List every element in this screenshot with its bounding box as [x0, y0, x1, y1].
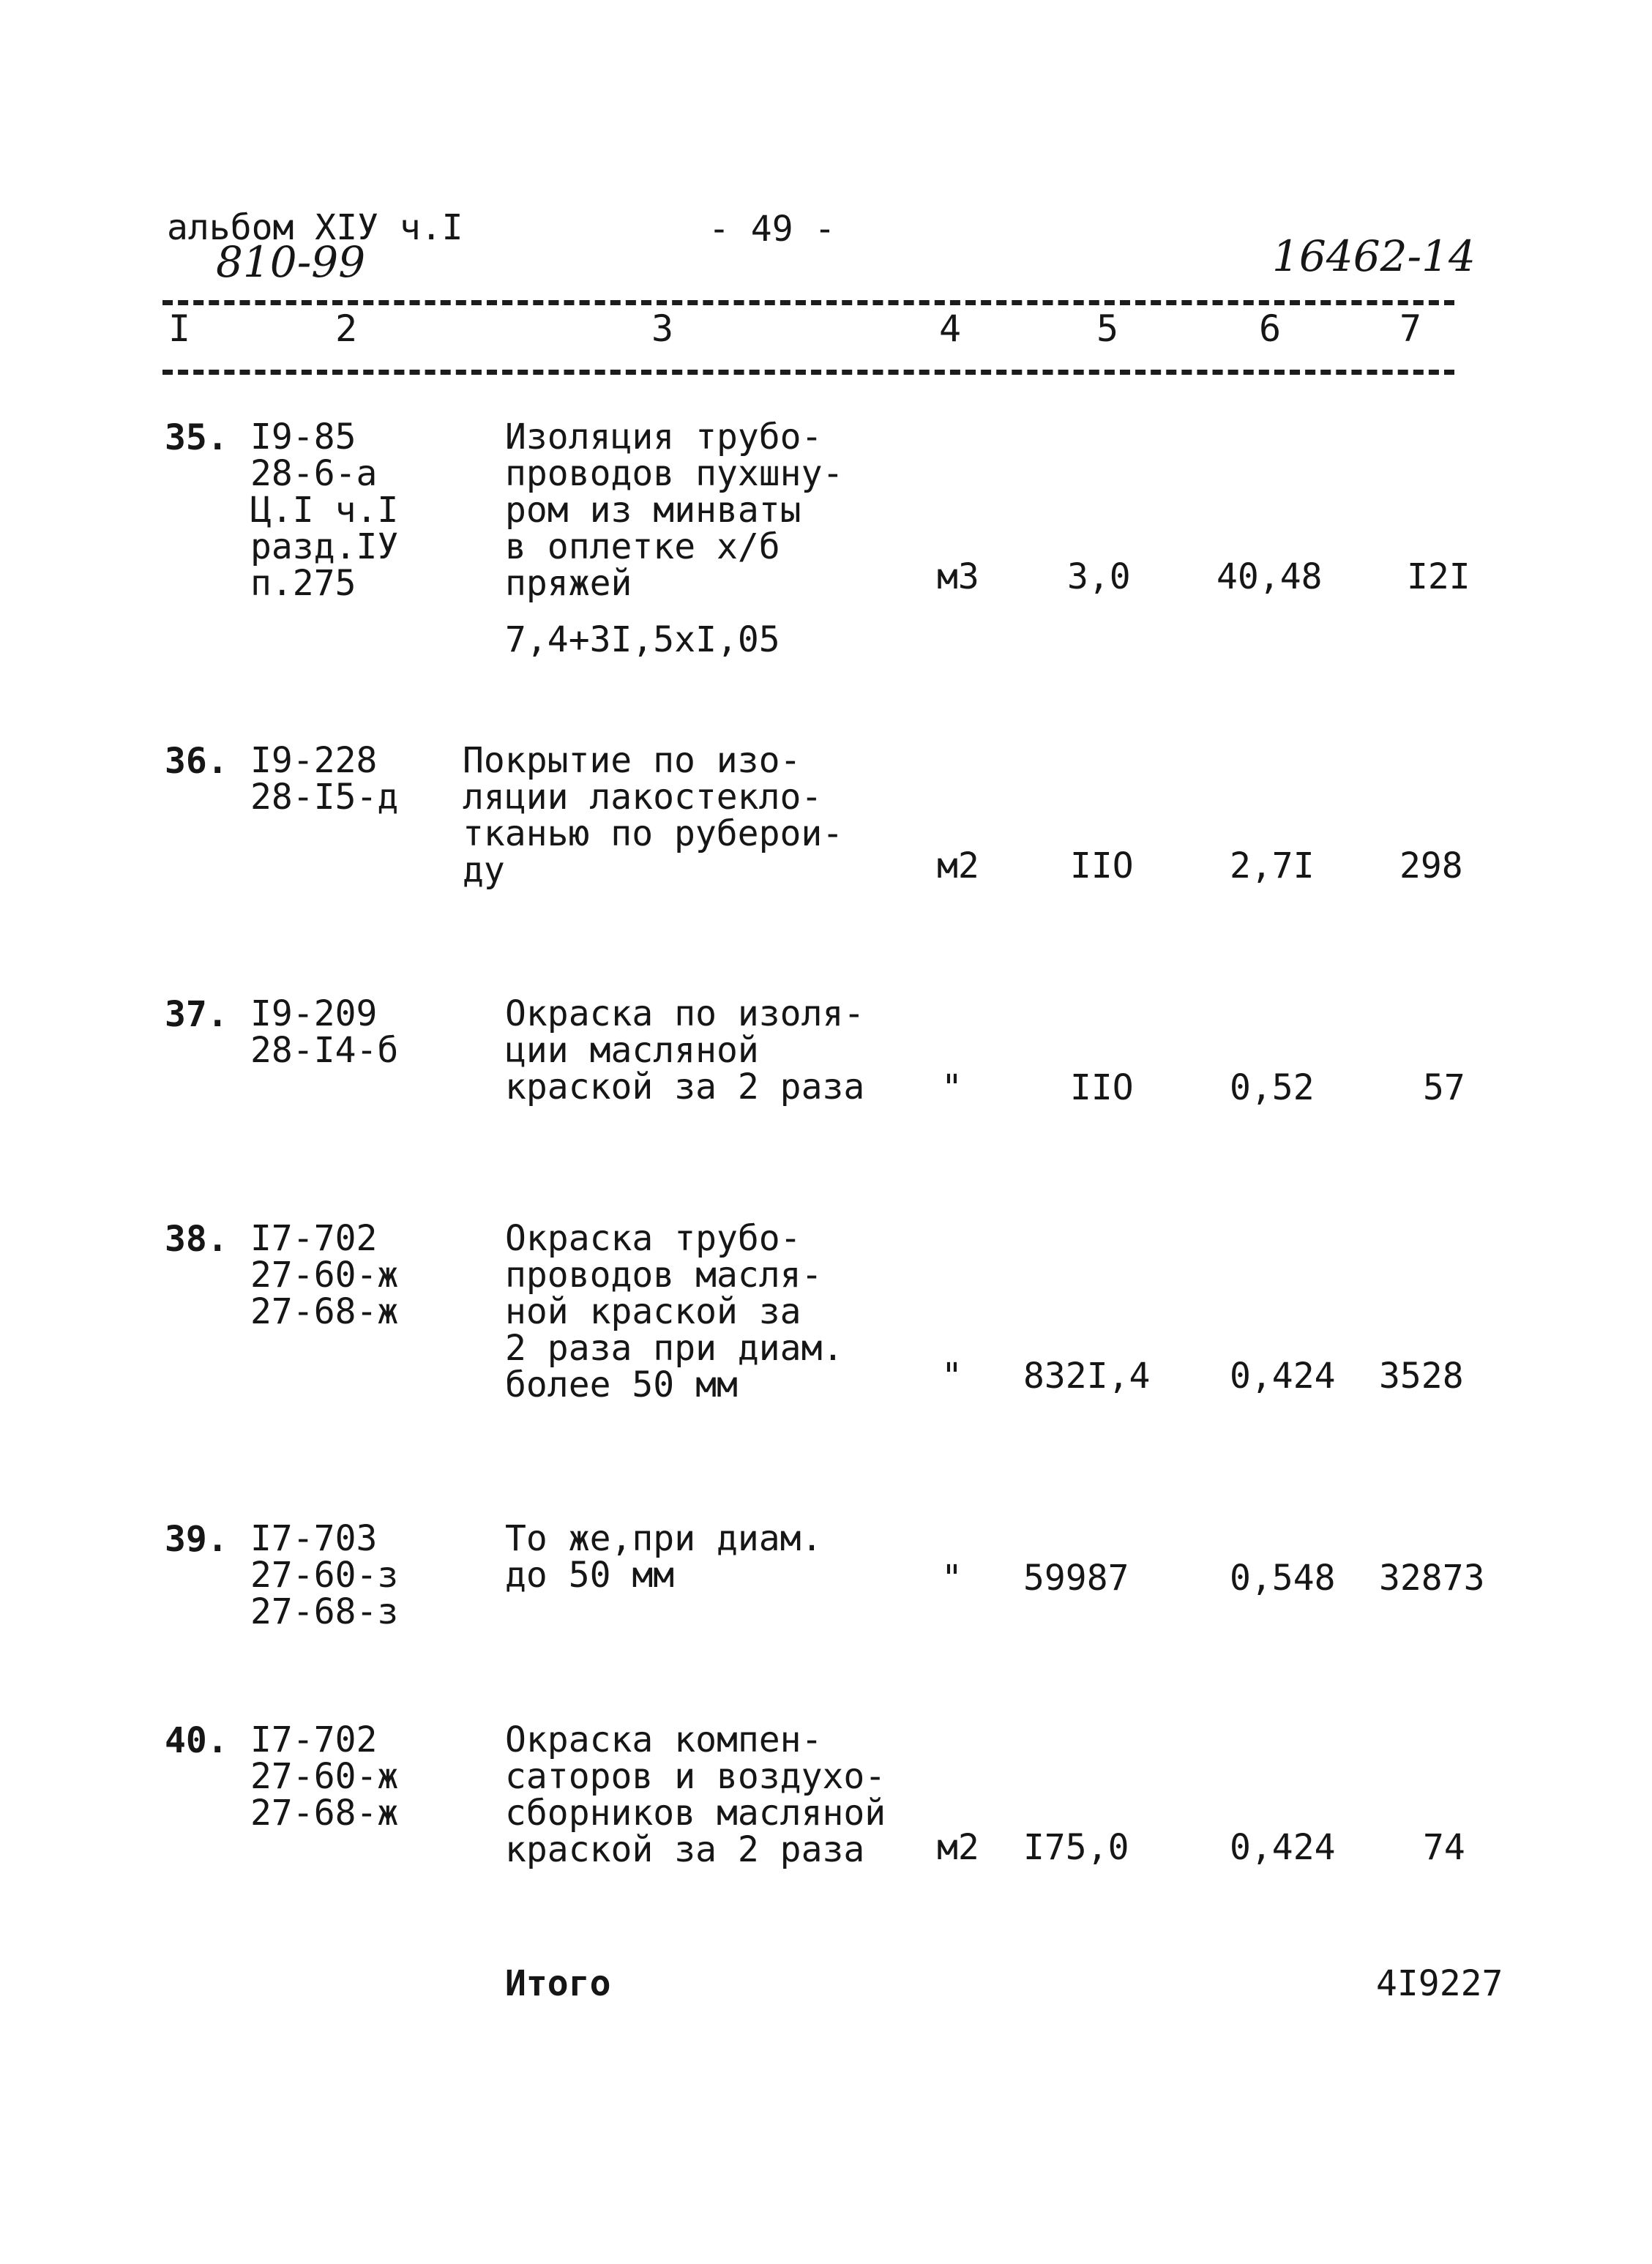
total-label: Итого: [505, 1963, 611, 2004]
work-description: Окраска по изоля- ции масляной краской за 2 раза: [505, 993, 865, 1107]
norm-code: I7-702 27-60-ж 27-68-ж: [250, 1719, 399, 1834]
unit: ": [941, 1356, 963, 1397]
unit: м2: [937, 1827, 979, 1868]
work-description: Окраска компен- саторов и воздухо- сборников масляной краской за 2 раза: [505, 1719, 886, 1870]
unit: ": [941, 1067, 963, 1108]
unit-price: 0,52: [1230, 1067, 1315, 1108]
row-number: 36.: [165, 741, 228, 782]
norm-code: I9-209 28-I4-б: [250, 993, 399, 1071]
unit-price: 0,424: [1230, 1827, 1336, 1868]
row-total: 3528: [1379, 1356, 1464, 1397]
unit-price: 0,424: [1230, 1356, 1336, 1397]
work-description: Изоляция трубо- проводов пухшну- ром из минваты в оплетке х/б пряжей: [505, 416, 844, 604]
column-header-7: 7: [1399, 307, 1422, 350]
column-header-5: 5: [1096, 307, 1119, 350]
unit: м2: [937, 845, 979, 886]
unit-price: 40,48: [1216, 556, 1323, 597]
quantity: 59987: [1023, 1558, 1129, 1599]
grand-total: 4I9227: [1376, 1963, 1503, 2004]
row-total: 32873: [1379, 1558, 1485, 1599]
handwritten-note-right: 16462-14: [1272, 231, 1476, 281]
unit: м3: [937, 556, 979, 597]
quantity: IIO: [1070, 845, 1134, 886]
header-bottom-rule: [162, 370, 1454, 375]
row-total: 298: [1399, 845, 1463, 886]
album-title: альбом XIУ ч.I: [167, 207, 463, 248]
page-number: - 49 -: [709, 209, 836, 250]
unit-price: 0,548: [1230, 1558, 1336, 1599]
quantity: I75,0: [1023, 1827, 1129, 1868]
row-number: 39.: [165, 1519, 228, 1560]
row-number: 37.: [165, 994, 228, 1035]
row-number: 40.: [165, 1720, 228, 1761]
header-top-rule: [162, 300, 1454, 305]
work-description: Покрытие по изо- ляции лакостекло- тканью по руберои- ду: [463, 740, 844, 891]
quantity: 832I,4: [1023, 1356, 1151, 1397]
norm-code: I9-228 28-I5-д: [250, 740, 399, 818]
quantity: IIO: [1070, 1067, 1134, 1108]
column-header-2: 2: [335, 307, 358, 350]
unit: ": [941, 1558, 963, 1599]
work-description: Окраска трубо- проводов масля- ной краской за 2 раза при диам. более 50 мм: [505, 1218, 844, 1405]
column-header-4: 4: [939, 307, 962, 350]
quantity: 3,0: [1067, 556, 1131, 597]
unit-price: 2,7I: [1230, 845, 1315, 886]
column-header-1: I: [168, 307, 191, 350]
column-header-6: 6: [1259, 307, 1282, 350]
row-number: 38.: [165, 1219, 228, 1260]
row-total: I2I: [1407, 556, 1470, 597]
row-total: 57: [1423, 1067, 1465, 1108]
row-total: 74: [1423, 1827, 1465, 1868]
column-header-3: 3: [651, 307, 674, 350]
norm-code: I7-702 27-60-ж 27-68-ж: [250, 1218, 399, 1332]
norm-code: I9-85 28-6-а Ц.I ч.I разд.IУ п.275: [250, 416, 399, 604]
quantity-formula: 7,4+3I,5хI,05: [505, 619, 780, 660]
row-number: 35.: [165, 417, 228, 458]
handwritten-note-left: 810-99: [216, 237, 366, 287]
work-description: То же,при диам. до 50 мм: [505, 1518, 823, 1596]
norm-code: I7-703 27-60-з 27-68-з: [250, 1518, 399, 1632]
